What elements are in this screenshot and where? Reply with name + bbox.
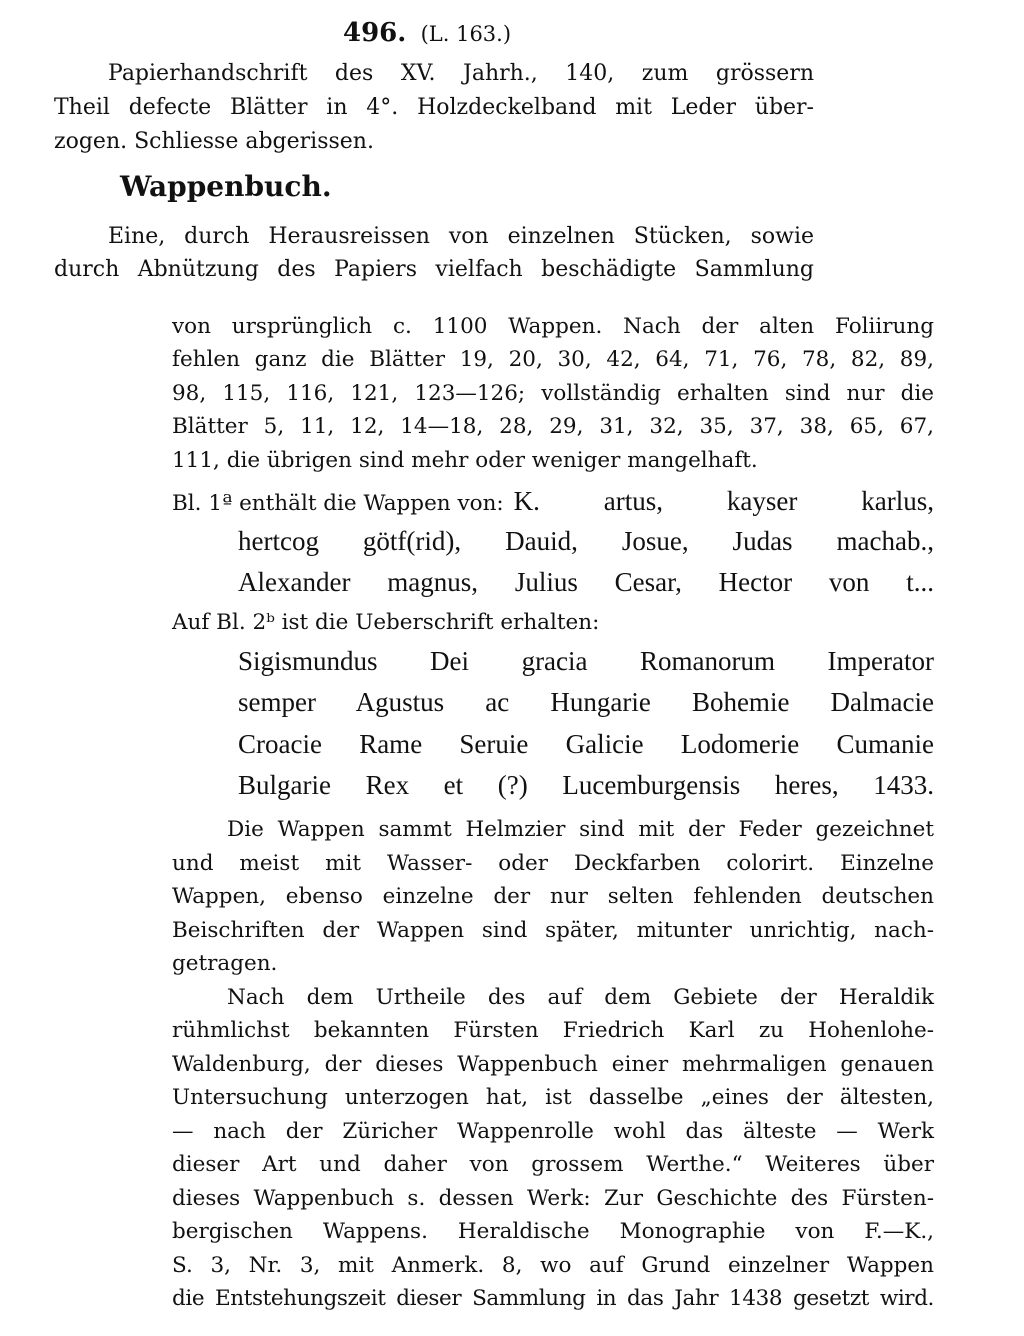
para3-line-4: Beischriften der Wappen sind später, mitunter unrichtig, nach- (172, 918, 934, 943)
page-header (343, 20, 511, 46)
para2-line-2: fehlen ganz die Blätter 19, 20, 30, 42, 64, 71, 76, 78, 82, 89, (172, 347, 934, 372)
para4-line-8: bergischen Wappens. Heraldische Monographie von F.—K., (172, 1219, 934, 1244)
para4-line-5: — nach der Züricher Wappenrolle wohl das älteste — Werk (172, 1119, 934, 1144)
intro-line-2: Theil defecte Blätter in 4°. Holzdeckelband mit Leder über- (54, 95, 814, 120)
bl2-inscription-line-2: semper Agustus ac Hungarie Bohemie Dalmacie (238, 687, 934, 717)
entry-number: 496. (343, 18, 407, 48)
bl2-inscription-line-3: Croacie Rame Seruie Galicie Lodomerie Cumanie (238, 729, 934, 759)
bl1-label: Bl. 1ª enthält die Wappen von: (172, 491, 504, 516)
entry-reference: (L. 163.) (420, 22, 512, 46)
para2-line-3: 98, 115, 116, 121, 123—126; vollständig erhalten sind nur die (172, 381, 934, 406)
bl2-label: Auf Bl. 2ᵇ ist die Ueberschrift erhalten: (172, 610, 600, 635)
section-title: Wappenbuch. (120, 170, 332, 203)
para4-line-3: Waldenburg, der dieses Wappenbuch einer mehrmaligen genauen (172, 1052, 934, 1077)
bl2-inscription-line-4: Bulgarie Rex et (?) Lucemburgensis heres, 1433. (238, 770, 934, 800)
para4-line-7: dieses Wappenbuch s. dessen Werk: Zur Geschichte des Fürsten- (172, 1186, 934, 1211)
para3-line-1: Die Wappen sammt Helmzier sind mit der Feder gezeichnet (227, 817, 934, 842)
bl1-names-line-2: Alexander magnus, Julius Cesar, Hector von t... (238, 567, 934, 597)
para4-line-10: die Entstehungszeit dieser Sammlung in das Jahr 1438 gesetzt wird. (172, 1286, 934, 1311)
para2-line-5: 111, die übrigen sind mehr oder weniger mangelhaft. (172, 448, 758, 473)
bl1-line (172, 488, 934, 515)
bl1-names-line-1: hertcog götf(rid), Dauid, Josue, Judas machab., (238, 526, 934, 556)
intro-line-3: zogen. Schliesse abgerissen. (54, 129, 374, 154)
para2-line-1: von ursprünglich c. 1100 Wappen. Nach der alten Foliirung (172, 314, 934, 339)
para2-line-4: Blätter 5, 11, 12, 14—18, 28, 29, 31, 32, 35, 37, 38, 65, 67, (172, 414, 934, 439)
para4-line-2: rühmlichst bekannten Fürsten Friedrich Karl zu Hohenlohe- (172, 1018, 934, 1043)
para4-line-9: S. 3, Nr. 3, mit Anmerk. 8, wo auf Grund einzelner Wappen (172, 1253, 934, 1278)
para3-line-2: und meist mit Wasser- oder Deckfarben colorirt. Einzelne (172, 851, 934, 876)
para4-line-6: dieser Art und daher von grossem Werthe.“ Weiteres über (172, 1152, 934, 1177)
para3-line-5: getragen. (172, 951, 278, 976)
para4-line-4: Untersuchung unterzogen hat, ist dasselbe „eines der ältesten, (172, 1085, 934, 1110)
bl2-inscription-line-1: Sigismundus Dei gracia Romanorum Imperator (238, 646, 934, 676)
para3-line-3: Wappen, ebenso einzelne der nur selten fehlenden deutschen (172, 884, 934, 909)
para1-line-1: Eine, durch Herausreissen von einzelnen Stücken, sowie (108, 224, 814, 249)
intro-line-1: Papierhandschrift des XV. Jahrh., 140, zum grössern (108, 61, 814, 86)
bl1-first-names: K. artus, kayser karlus, (513, 486, 934, 516)
para4-line-1: Nach dem Urtheile des auf dem Gebiete der Heraldik (227, 985, 934, 1010)
para1-line-2: durch Abnützung des Papiers vielfach beschädigte Sammlung (54, 257, 814, 282)
